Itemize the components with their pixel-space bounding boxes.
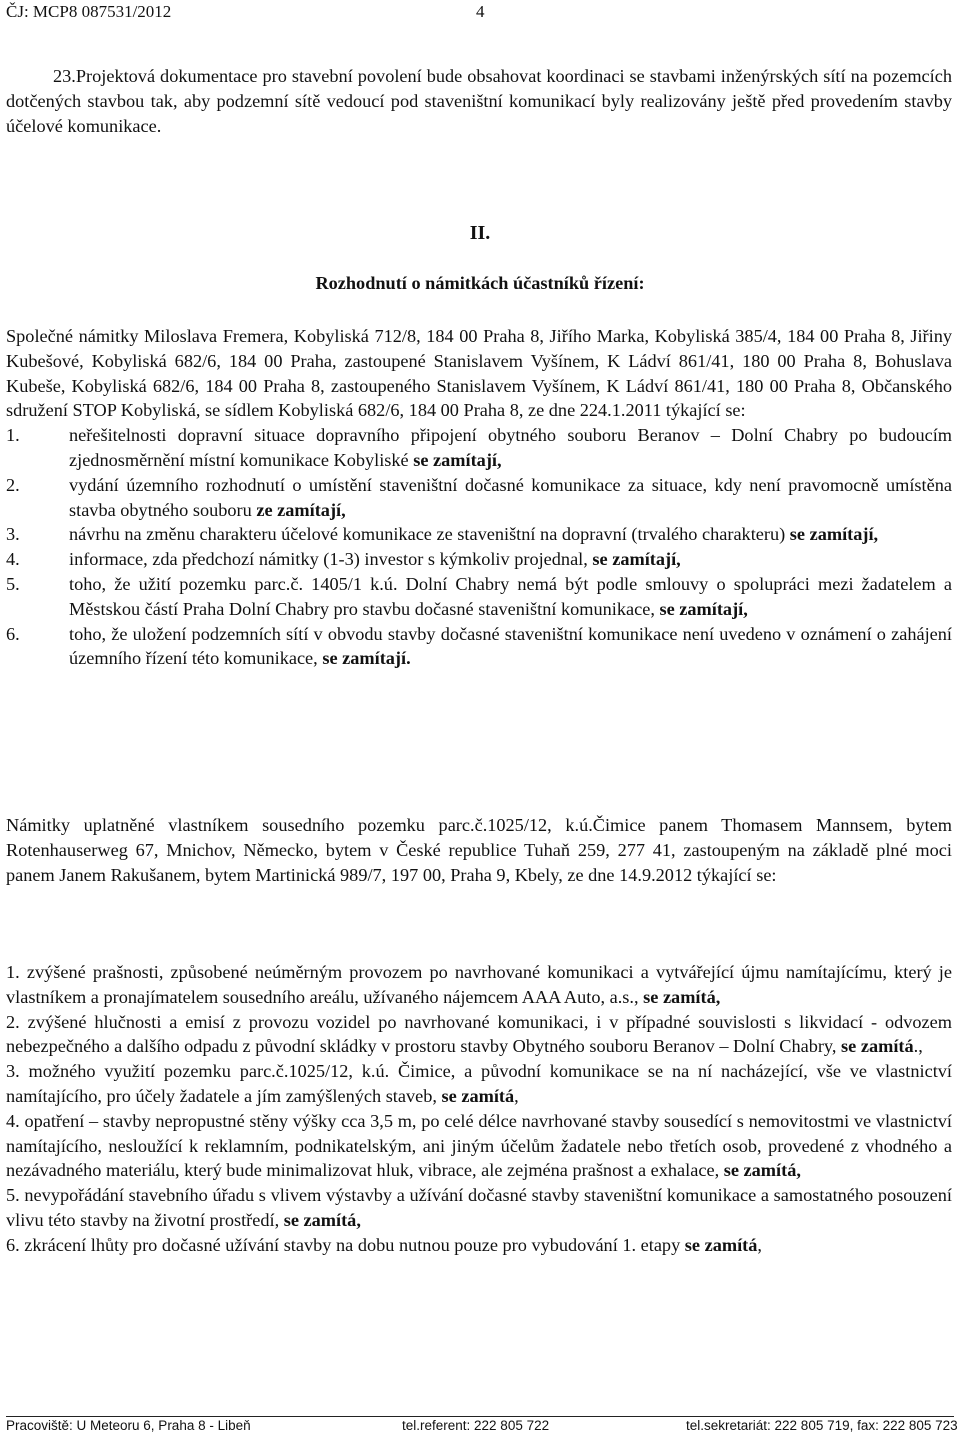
footer-workplace: Pracoviště: U Meteoru 6, Praha 8 - Libeň: [6, 1418, 251, 1433]
list-item: [6, 473, 952, 523]
item-text: opatření – stavby nepropustné stěny výšky cca 3,5 m, po celé délce navrhované stavby sousedící s nemovitostmi ve vlastnictví namítajícího, nesloužící k reklamním, podnikatelským, ani jiným účelům žadatele nebo třetích osob, provedené z vhodného a nezávadného materiálu, který bude minimalizovat hluk, vibrace, ale zejména prašnost a exhalace,: [6, 1110, 952, 1181]
objections-2-block: [6, 960, 952, 1258]
item-number: 5.: [6, 1185, 20, 1206]
item-text: zvýšené prašnosti, způsobené neúměrným provozem po navrhované komunikaci a vytvářející újmu namítajícímu, který je vlastníkem a pronajímatelem sousedního areálu, užívaného nájemcem AAA Auto, a.s.,: [6, 962, 952, 1007]
objections-2-intro: Námitky uplatněné vlastníkem sousedního pozemku parc.č.1025/12, k.ú.Čimice panem Thomasem Mannsem, bytem Rotenhauserweg 67, Mnichov, Německo, bytem v České republice Tuhaň 259, 277 41, zastoupeným na základě plné moci panem Janem Rakušanem, bytem Martinická 989/7, 197 00, Praha 9, Kbely, ze dne 14.9.2012 týkající se:: [6, 815, 952, 885]
item-text: informace, zda předchozí námitky (1-3) investor s kýmkoliv projednal,: [69, 549, 593, 570]
item-text: zkrácení lhůty pro dočasné užívání stavby na dobu nutnou pouze pro vybudování 1. etapy: [24, 1234, 685, 1255]
item-number: 2.: [6, 1011, 20, 1032]
item-text: toho, že uložení podzemních sítí v obvodu stavby dočasné staveništní komunikace není uvedeno v oznámení o zahájení územního řízení této komunikace,: [69, 623, 952, 669]
item-number: 1.: [6, 962, 20, 982]
item-verdict: se zamítají,: [413, 449, 502, 470]
item-number: 6.: [6, 623, 20, 644]
section-title: Rozhodnutí o námitkách účastníků řízení:: [315, 273, 645, 293]
item-number: 5.: [6, 573, 20, 594]
item-tail: ,: [514, 1085, 519, 1106]
list-item: [6, 522, 952, 547]
item-number: 4.: [6, 549, 20, 570]
list-item: [6, 572, 952, 622]
objections-1-list: [6, 423, 952, 671]
footer-tel-referent: tel.referent: 222 805 722: [402, 1418, 550, 1433]
item-verdict: se zamítá: [841, 1036, 914, 1057]
list-item: [6, 1059, 952, 1109]
list-item: [6, 423, 952, 473]
item-verdict: ze zamítají,: [256, 499, 346, 520]
objections-1-block: [6, 324, 952, 671]
item-number: 3.: [6, 1061, 20, 1082]
list-item: [6, 1109, 952, 1183]
item-verdict: se zamítají,: [659, 598, 748, 619]
page-number: 4: [476, 2, 485, 21]
section-roman-numeral: II.: [469, 222, 491, 244]
page-header: [6, 2, 946, 22]
item-text: vydání územního rozhodnutí o umístění staveništní dočasné komunikace za situace, kdy není pravomocně umístěna stavba obytného souboru: [69, 474, 952, 520]
reference-number: ČJ: MCP8 087531/2012: [6, 2, 172, 21]
item-verdict: se zamítají,: [789, 524, 879, 545]
list-item: [6, 622, 952, 672]
item-verdict: se zamítají,: [592, 549, 681, 570]
item-verdict: se zamítají.: [322, 648, 411, 669]
item-number: 6.: [6, 1234, 20, 1255]
item-text: toho, že užití pozemku parc.č. 1405/1 k.ú. Dolní Chabry nemá být podle smlouvy o spolupráci mezi žadatelem a Městskou částí Praha Dolní Chabry pro stavbu dočasné staveništní komunikace,: [69, 573, 952, 619]
item-number: 1.: [6, 425, 20, 446]
item-verdict: se zamítá: [441, 1085, 515, 1106]
list-item: [6, 547, 952, 572]
item-verdict: se zamítá: [684, 1234, 758, 1255]
objections-1-intro: Společné námitky Miloslava Fremera, Kobyliská 712/8, 184 00 Praha 8, Jiřího Marka, Kobyliská 385/4, 184 00 Praha 8, Jiřiny Kubešové, Kobyliská 682/6, 184 00 Praha, zastoupené Stanislavem Vyšínem, K Ládví 861/41, 180 00 Praha 8, Bohuslava Kubeše, Kobyliská 682/6, 184 00 Praha 8, zastoupeného Stanislavem Vyšínem, K Ládví 861/41, 180 00 Praha 8, Občanského sdružení STOP Kobyliská, se sídlem Kobyliská 682/6, 184 00 Praha 8, ze dne 224.1.2011 týkající se:: [6, 326, 952, 421]
item-text: nevypořádání stavebního úřadu s vlivem výstavby a užívání dočasné stavby staveništní komunikace a samostatného posouzení vlivu této stavby na životní prostředí,: [6, 1185, 952, 1230]
item-tail: ,: [757, 1234, 762, 1255]
item-verdict: se zamítá,: [283, 1209, 361, 1230]
item-text: návrhu na změnu charakteru účelové komunikace ze staveništní na dopravní (trvalého charakteru): [69, 524, 790, 545]
item-verdict: se zamítá,: [643, 986, 721, 1007]
item-verdict: se zamítá,: [723, 1160, 801, 1181]
list-item: [6, 1233, 952, 1258]
item-tail: .,: [913, 1036, 923, 1057]
item-text: možného využití pozemku parc.č.1025/12, k.ú. Čimice, a původní komunikace se na ní nacházející, vše ve vlastnictví namítajícího, pro účely žadatele a jím zamýšlených staveb,: [6, 1061, 952, 1106]
item-number: 4.: [6, 1110, 20, 1131]
item-text: zvýšené hlučnosti a emisí z provozu vozidel po navrhované komunikaci, i v případné souvislosti s likvidací - odvozem nebezpečného a dalšího odpadu z původní skládky v prostoru stavby Obytného souboru Beranov – Dolní Chabry,: [6, 1011, 952, 1057]
item-number: 2.: [6, 474, 20, 495]
item-text: neřešitelnosti dopravní situace dopravního připojení obytného souboru Beranov – Dolní Chabry po budoucím zjednosměrnění místní komunikace Kobyliské: [69, 425, 952, 470]
objections-2-list: [6, 960, 952, 1258]
item-23-paragraph: 23.Projektová dokumentace pro stavební povolení bude obsahovat koordinaci se stavbami inženýrských sítí na pozemcích dotčených stavbou tak, aby podzemní sítě vedoucí pod staveništní komunikací byly realizovány ještě před provedením stavby účelové komunikace.: [6, 66, 952, 136]
list-item: [6, 1010, 952, 1060]
footer-tel-secretariat: tel.sekretariát: 222 805 719, fax: 222 805 723: [686, 1418, 958, 1433]
list-item: [6, 1183, 952, 1233]
footer-divider: [6, 1416, 954, 1417]
list-item: [6, 960, 952, 1010]
item-number: 3.: [6, 524, 20, 545]
